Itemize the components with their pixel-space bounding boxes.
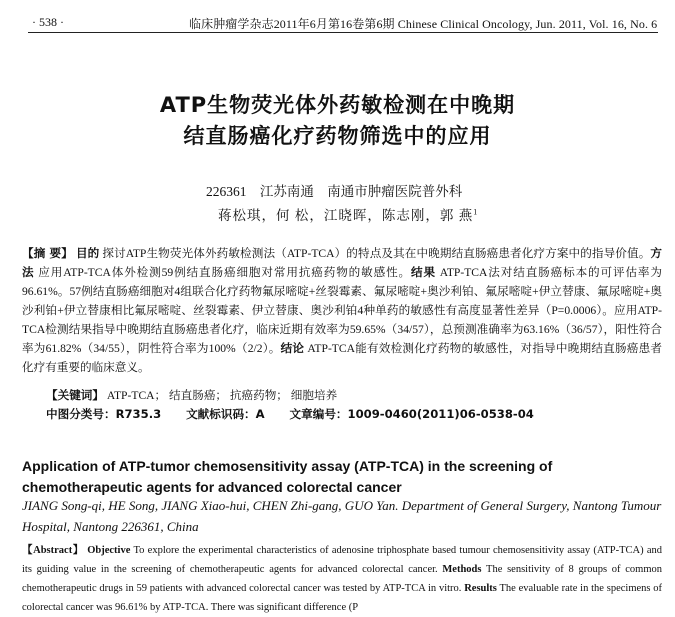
institution: 南通市肿瘤医院普外科 [327, 184, 463, 199]
conclusion-label: 结论 [280, 341, 305, 355]
authors-en [22, 495, 672, 537]
author-names-en: JIANG Song-qi, HE Song, JIANG Xiao-hui, CHEN Zhi-gang, GUO Yan. [22, 498, 399, 513]
objective-label: 目的 [75, 246, 100, 260]
results-label: 结果 [411, 265, 436, 279]
affiliation-en: Department of General Surgery, Nantong Tumour Hospital, Nantong 226361, China [22, 498, 662, 534]
authors-cn [218, 204, 478, 224]
page-number: · 538 · [32, 15, 64, 29]
title-en: Application of ATP-tumor chemosensitivity assay (ATP-TCA) in the screening of chemotherapeutic agents for advanced colorectal cancer [22, 458, 553, 495]
abstract-cn-label: 【摘 要】 [22, 246, 73, 260]
abstract-en [22, 541, 662, 617]
methods-text: 应用ATP-TCA体外检测59例结直肠癌细胞对常用抗癌药物的敏感性。 [38, 266, 412, 279]
postcode: 226361 [206, 184, 247, 199]
author-superscript: 1 [473, 207, 479, 217]
classification-line [46, 406, 556, 422]
title-cn-line1: ATP生物荧光体外药敏检测在中晚期 [159, 93, 516, 117]
clc-number: 中图分类号：R735.3 [46, 407, 162, 421]
keywords-cn [46, 387, 337, 403]
results-text: ATP-TCA法对结直肠癌标本的可评估率为96.61%。57例结直肠癌细胞对4组联合化疗药物氟尿嘧啶+丝裂霉素、氟尿嘧啶+奥沙利铂、氟尿嘧啶+伊立替康、氟尿嘧啶+奥沙利铂+伊立替康相比氟尿嘧啶、丝裂霉素、伊立替康、奥沙利铂4种单药的敏感性有高度显著性差异（P=0.0006）。应用ATP-TCA检测结果指导中晚期结直肠癌患者化疗，临床近期有效率为59.65%（34/57），总预测准确率为63.16%（36/57），阳性符合率为61.82%（34/55），阴性符合率为100%（2/2）。 [22, 266, 662, 355]
province: 江苏南通 [259, 184, 314, 199]
keywords-label: 【关键词】 [46, 388, 104, 402]
methods-en-text: The sensitivity of 8 groups of common chemotherapeutic drugs in 59 patients with advanced colorectal cancer was tested by ATP-TCA in vitro. [22, 564, 662, 594]
conclusion-text: ATP-TCA能有效检测化疗药物的敏感性，对指导中晚期结直肠癌患者化疗有重要的临床意义。 [22, 342, 662, 374]
author-names: 蒋松琪，何 松，江晓晖，陈志刚，郭 燕 [218, 208, 474, 223]
objective-text: 探讨ATP生物荧光体外药敏检测法（ATP-TCA）的特点及其在中晚期结直肠癌患者化疗方案中的指导价值。 [102, 247, 651, 260]
keywords-text: ATP-TCA； 结直肠癌； 抗癌药物； 细胞培养 [106, 389, 338, 402]
objective-en-label: Objective [87, 545, 131, 556]
abstract-cn [22, 244, 662, 377]
methods-en-label: Methods [442, 564, 482, 575]
title-cn-line2: 结直肠癌化疗药物筛选中的应用 [183, 124, 492, 148]
affiliation-cn [206, 180, 472, 200]
document-code: 文献标识码：A [186, 407, 265, 421]
abstract-en-label: 【Abstract】 [22, 545, 84, 556]
methods-label: 方法 [22, 246, 663, 279]
article-number: 文章编号：1009-0460(2011)06-0538-04 [289, 407, 534, 421]
results-en-label: Results [464, 583, 497, 594]
running-header [28, 4, 658, 33]
objective-en-text: To explore the experimental characteristics of adenosine triphosphate based tumour chemosensitivity assay (ATP-TCA) and its guiding value in the screening of chemotherapeutic agents for advanced colorectal cancer. [22, 545, 663, 575]
results-en-text: The evaluable rate in the specimens of colorectal cancer was 96.61% by ATP-TCA. There was significant difference (P [22, 583, 663, 613]
journal-citation: 临床肿瘤学杂志2011年6月第16卷第6期 Chinese Clinical Oncology, Jun. 2011, Vol. 16, No. 6 [189, 17, 658, 31]
